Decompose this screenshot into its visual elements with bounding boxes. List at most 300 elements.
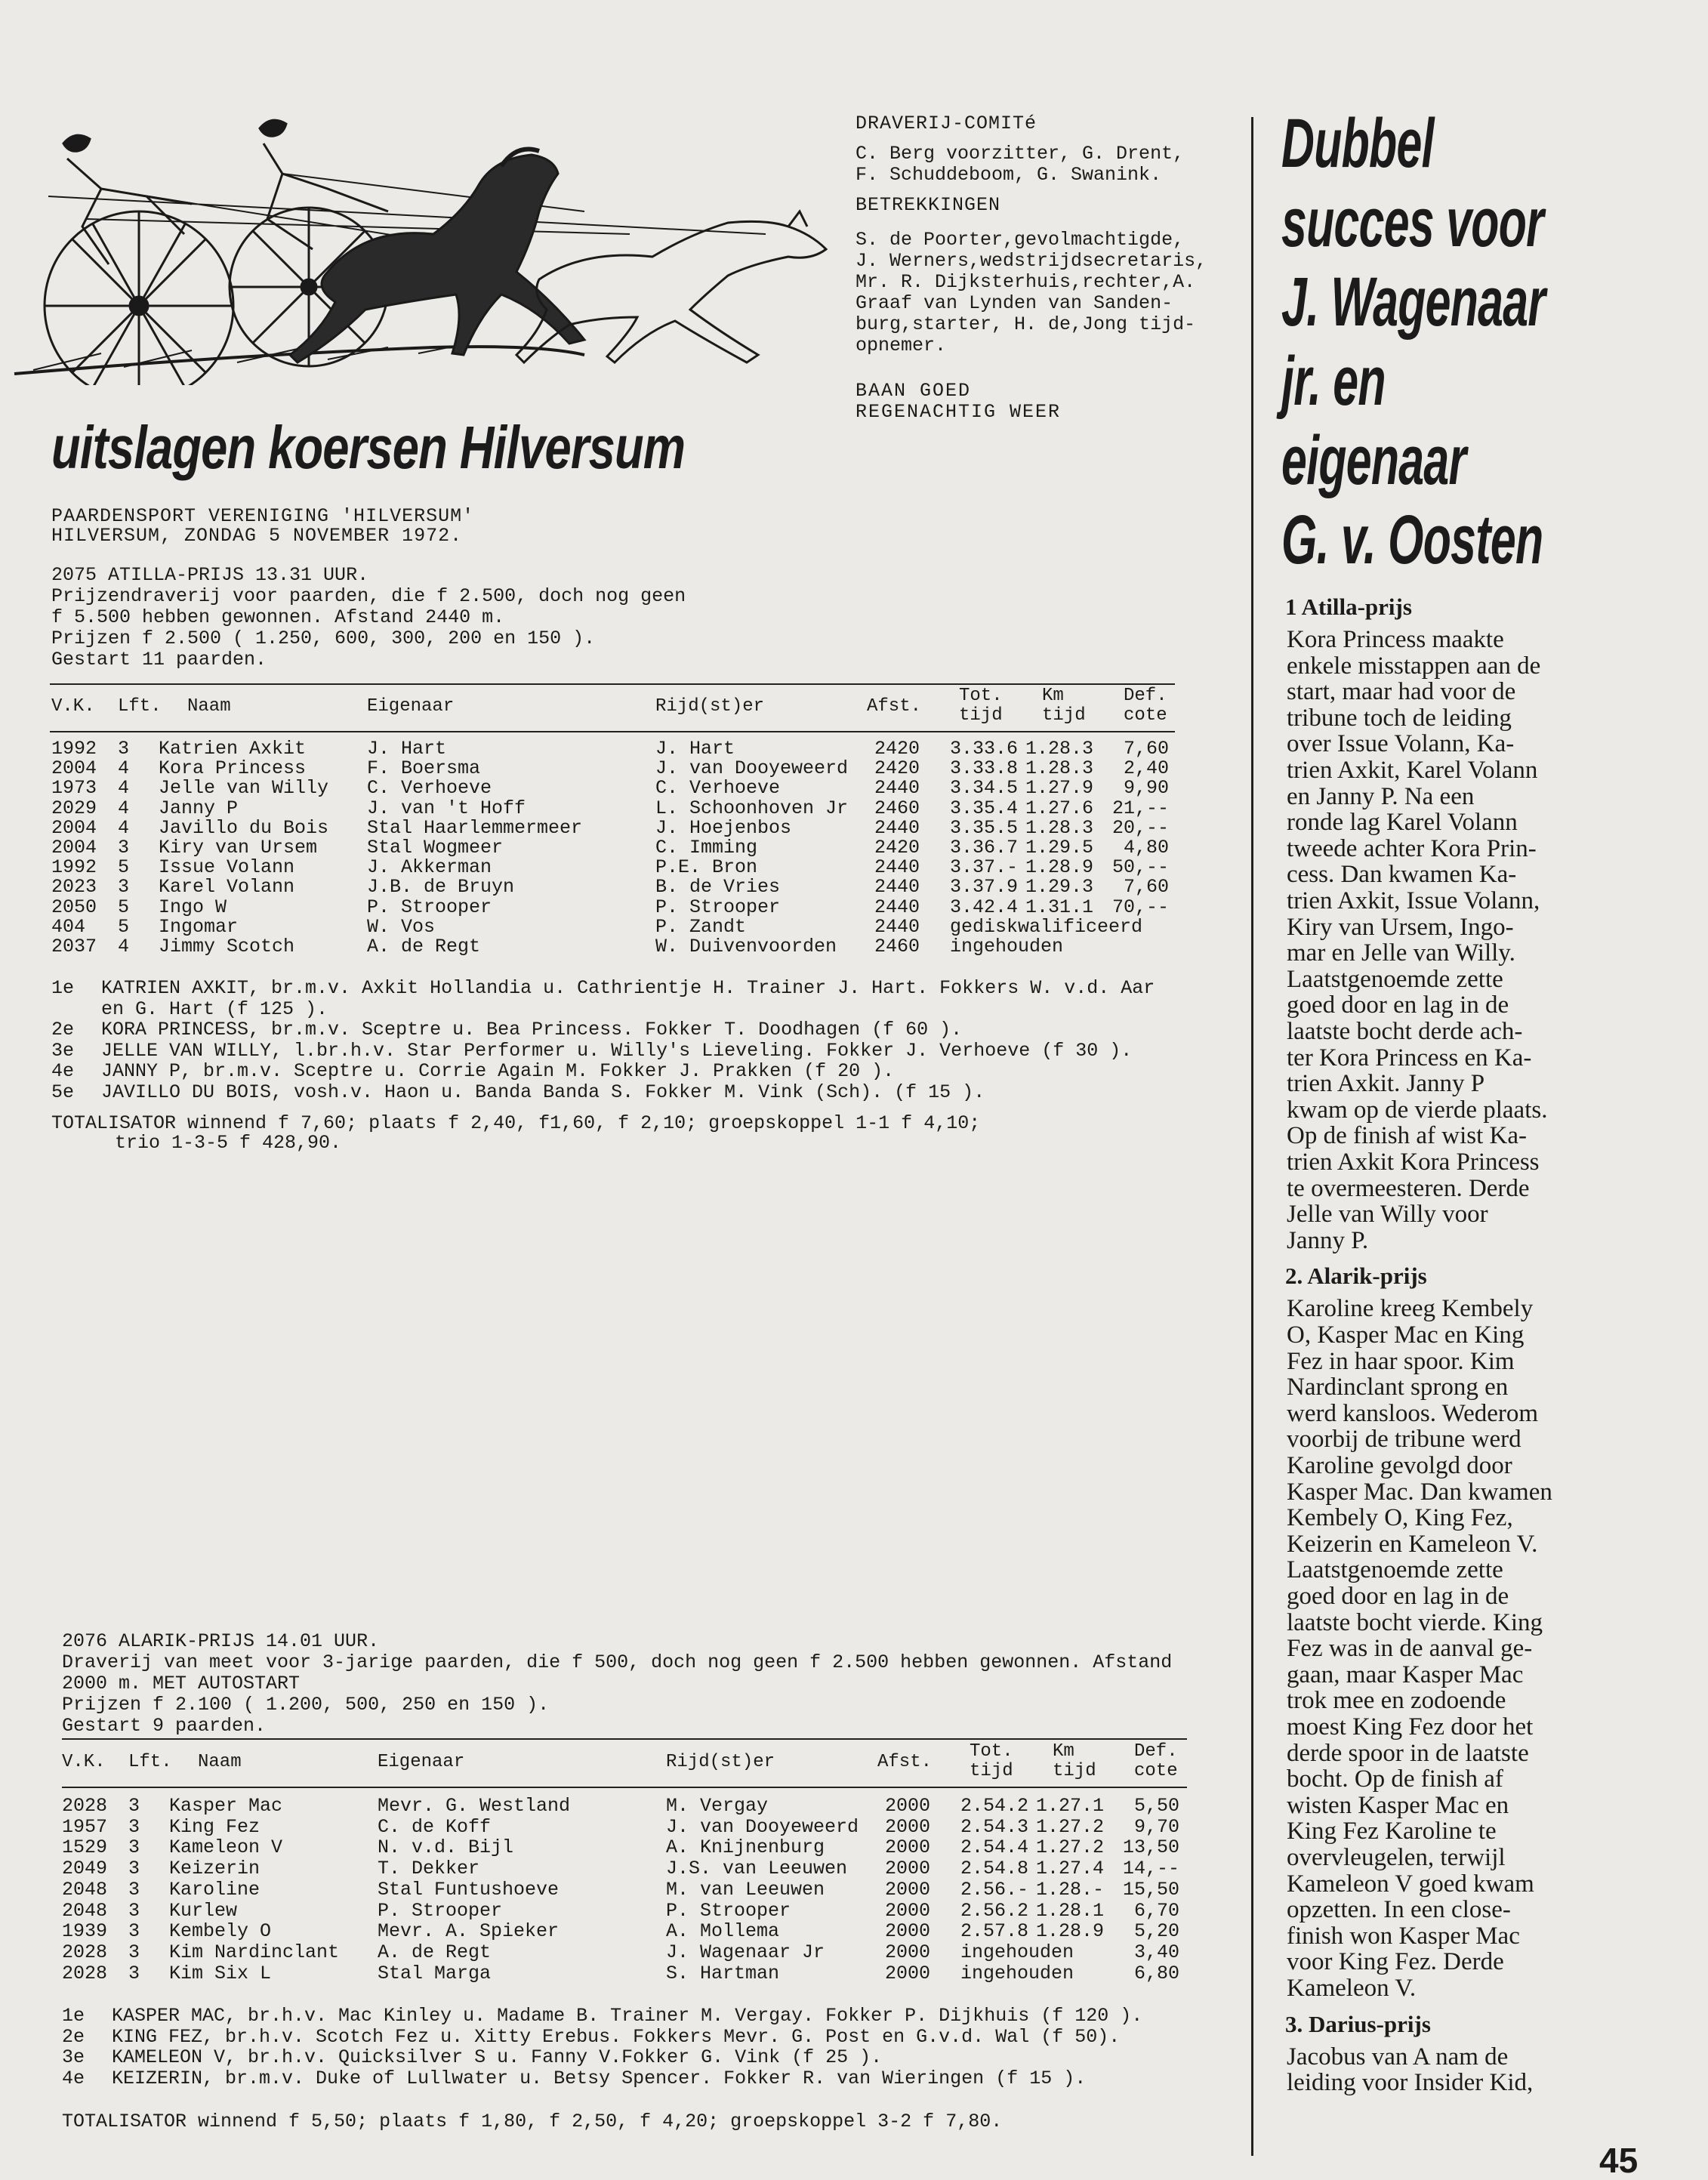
article-line: Karoline gevolgd door [1287, 1452, 1512, 1479]
cell-eigenaar: J.B. de Bruyn [367, 876, 515, 899]
race-header-line: Prijzendraverij voor paarden, die f 2.500, doch nog geen [51, 585, 686, 607]
cell-afst: 2000 [885, 1858, 931, 1880]
placing-pos: 1e [51, 977, 75, 999]
cell-rijder: P. Strooper [655, 896, 781, 918]
cell-eigenaar: Stal Wogmeer [367, 837, 504, 859]
cell-rijder: J. van Dooyeweerd [666, 1815, 859, 1838]
article-line: gaan, maar Kasper Mac [1287, 1660, 1524, 1688]
cell-eigenaar: Mevr. A. Spieker [378, 1920, 560, 1943]
cell-lft: 3 [128, 1962, 140, 1984]
article-line: Nardinclant sprong en [1287, 1374, 1509, 1401]
cell-afst: 2420 [874, 738, 920, 760]
cell-naam: Kim Six L [169, 1962, 272, 1984]
headline-line: J. Wagenaar [1281, 264, 1546, 341]
placing-pos: 2e [62, 2025, 85, 2048]
cell-afst: 2440 [874, 915, 920, 938]
cell-tot: 3.37.- [950, 856, 1019, 879]
col-eigenaar: Eigenaar [367, 696, 455, 717]
section-heading: 2. Alarik-prijs [1285, 1263, 1427, 1290]
cell-tot: 3.36.7 [950, 837, 1019, 859]
cell-naam: Katrien Axkit [159, 738, 307, 760]
cell-km: 1.29.3 [1025, 876, 1094, 899]
cell-eigenaar: J. van 't Hoff [367, 797, 526, 819]
placing-text: KAMELEON V, br.h.v. Quicksilver S u. Fanny V.Fokker G. Vink (f 25 ). [112, 2046, 883, 2068]
cell-eigenaar: T. Dekker [378, 1858, 480, 1880]
cell-vk: 2048 [62, 1899, 108, 1922]
cell-def: 70,-- [1111, 896, 1169, 918]
cell-eigenaar: P. Strooper [378, 1899, 503, 1922]
table-row [62, 1837, 1195, 1858]
placing-pos: 1e [62, 2005, 85, 2027]
article-line: Jacobus van A nam de [1287, 2043, 1509, 2071]
article-line: Kameleon V goed kwam [1287, 1870, 1534, 1898]
cell-def: 15,50 [1122, 1878, 1179, 1901]
cell-lft: 3 [128, 1899, 140, 1922]
article-line: start, maar had voor de [1287, 678, 1516, 706]
cell-tot: 2.54.3 [960, 1815, 1029, 1838]
article-line: ronde lag Karel Volann [1287, 809, 1518, 837]
cell-vk: 2049 [62, 1858, 108, 1880]
meeting-line: HILVERSUM, ZONDAG 5 NOVEMBER 1972. [51, 525, 463, 547]
cell-tot: 3.37.9 [950, 876, 1019, 899]
cell-km: 1.31.1 [1025, 896, 1094, 918]
placing-text: KORA PRINCESS, br.m.v. Sceptre u. Bea Princess. Fokker T. Doodhagen (f 60 ). [101, 1019, 963, 1041]
table-row [51, 857, 1184, 878]
race-header-line: 2000 m. MET AUTOSTART [62, 1673, 301, 1694]
col-km: Km [1042, 686, 1064, 706]
cell-afst: 2000 [885, 1941, 931, 1963]
article-line: O, Kasper Mac en King [1287, 1321, 1525, 1349]
cell-vk: 1957 [62, 1815, 108, 1838]
placing-text: JAVILLO DU BOIS, vosh.v. Haon u. Banda Banda S. Fokker M. Vink (Sch). (f 15 ). [101, 1081, 985, 1103]
article-line: Jelle van Willy voor [1287, 1201, 1488, 1229]
betrekkingen-line: opnemer. [856, 335, 947, 356]
col-naam: Naam [187, 696, 231, 717]
cell-rijder: J. Hoejenbos [655, 816, 792, 839]
cell-tot: 2.54.8 [960, 1858, 1029, 1880]
cell-rijder: A. Knijnenburg [666, 1836, 825, 1859]
cell-km: 1.28.3 [1025, 816, 1094, 839]
table-rule [62, 1787, 1187, 1788]
betrekkingen-line: Mr. R. Dijksterhuis,rechter,A. [856, 271, 1196, 293]
article-line: overvleugelen, terwijl [1287, 1844, 1506, 1871]
cell-naam: Kiry van Ursem [159, 837, 318, 859]
cell-lft: 4 [118, 936, 130, 957]
article-line: Kora Princess maakte [1287, 626, 1504, 653]
article-line: Keizerin en Kameleon V. [1287, 1530, 1538, 1558]
cell-rijder: A. Mollema [666, 1920, 780, 1943]
cell-def: 7,60 [1123, 876, 1169, 899]
cell-afst: 2000 [885, 1836, 931, 1859]
cell-tot: 3.35.5 [950, 816, 1019, 839]
cell-km: 1.28.9 [1025, 856, 1094, 879]
cell-def: 20,-- [1111, 816, 1169, 839]
cell-tot: ingehouden [960, 1962, 1074, 1984]
cell-lft: 3 [118, 837, 130, 859]
table-rule [62, 1738, 1187, 1740]
cell-tot: ingehouden [950, 936, 1064, 957]
cell-vk: 2004 [51, 837, 97, 859]
cell-lft: 3 [128, 1795, 140, 1817]
cell-afst: 2460 [874, 797, 920, 819]
cell-def: 21,-- [1111, 797, 1169, 819]
cell-lft: 4 [118, 797, 130, 819]
col-rijder: Rijd(st)er [655, 696, 765, 717]
cell-eigenaar: J. Hart [367, 738, 447, 760]
article-line: kwam op de vierde plaats. [1287, 1096, 1548, 1124]
cell-lft: 3 [118, 876, 130, 899]
headline-line: succes voor [1281, 184, 1544, 261]
article-line: Janny P. [1287, 1226, 1369, 1254]
cell-def: 6,80 [1133, 1962, 1179, 1984]
article-line: trien Axkit, Issue Volann, [1287, 887, 1540, 914]
table-rule [50, 731, 1175, 732]
race-header-line: Prijzen f 2.100 ( 1.200, 500, 250 en 150 ). [62, 1694, 550, 1716]
cell-tot: gediskwalificeerd [950, 915, 1143, 938]
placing-pos: 3e [51, 1039, 75, 1062]
col-eigenaar: Eigenaar [378, 1752, 465, 1772]
table-row [51, 837, 1184, 859]
col-naam: Naam [198, 1752, 242, 1772]
cell-afst: 2000 [885, 1899, 931, 1922]
article-line: King Fez Karoline te [1287, 1818, 1497, 1845]
cell-km: 1.28.1 [1036, 1899, 1105, 1922]
article-line: enkele misstappen aan de [1287, 652, 1541, 680]
cell-rijder: C. Imming [655, 837, 758, 859]
cell-lft: 5 [118, 856, 130, 879]
section-heading: 3. Darius-prijs [1285, 2010, 1431, 2037]
col-rijder: Rijd(st)er [666, 1752, 775, 1772]
cell-km: 1.28.3 [1025, 757, 1094, 780]
race-header-line: Gestart 11 paarden. [51, 649, 267, 671]
col-lft: Lft. [118, 696, 162, 717]
cell-km: 1.28.3 [1025, 738, 1094, 760]
table-row [51, 758, 1184, 779]
col-km: tijd [1053, 1761, 1096, 1781]
cell-rijder: W. Duivenvoorden [655, 936, 837, 957]
race-header-line: Gestart 9 paarden. [62, 1715, 267, 1737]
cell-rijder: P. Strooper [666, 1899, 791, 1922]
article-line: Kembely O, King Fez, [1287, 1504, 1513, 1532]
track-condition: BAAN GOED [856, 380, 972, 402]
col-km: Km [1053, 1741, 1074, 1762]
cell-rijder: C. Verhoeve [655, 777, 781, 800]
cell-vk: 2037 [51, 936, 97, 957]
cell-vk: 2004 [51, 757, 97, 780]
cell-km: 1.28.- [1036, 1878, 1105, 1901]
table-row [62, 1879, 1195, 1901]
placing-text: JANNY P, br.m.v. Sceptre u. Corrie Again M. Fokker J. Prakken (f 20 ). [101, 1060, 895, 1082]
article-line: laatste bocht vierde. King [1287, 1608, 1543, 1636]
cell-eigenaar: Stal Marga [378, 1962, 492, 1984]
table-row [62, 1921, 1195, 1942]
article-line: moest King Fez door het [1287, 1713, 1534, 1741]
cell-eigenaar: F. Boersma [367, 757, 481, 780]
cell-vk: 2029 [51, 797, 97, 819]
cell-vk: 1973 [51, 777, 97, 800]
table-row [62, 1817, 1195, 1838]
cell-lft: 4 [118, 816, 130, 839]
cell-rijder: P. Zandt [655, 915, 747, 938]
cell-naam: Karel Volann [159, 876, 295, 899]
cell-vk: 2028 [62, 1795, 108, 1817]
cell-def: 9,90 [1123, 777, 1169, 800]
betrekkingen-line: J. Werners,wedstrijdsecretaris, [856, 250, 1207, 272]
trotting-illustration [11, 113, 849, 385]
cell-naam: Janny P [159, 797, 239, 819]
cell-eigenaar: Stal Funtushoeve [378, 1878, 560, 1901]
headline-line: eigenaar [1281, 422, 1466, 499]
cell-eigenaar: C. Verhoeve [367, 777, 492, 800]
col-def: Def. [1134, 1741, 1178, 1762]
meeting-line: PAARDENSPORT VERENIGING 'HILVERSUM' [51, 505, 475, 527]
race-header-line: Draverij van meet voor 3-jarige paarden, die f 500, doch nog geen f 2.500 hebben gewonnen. Afstand [62, 1651, 1173, 1673]
cell-tot: 3.35.4 [950, 797, 1019, 819]
betrekkingen-line: burg,starter, H. de,Jong tijd- [856, 313, 1196, 335]
race-header-line: Prijzen f 2.500 ( 1.250, 600, 300, 200 en 150 ). [51, 627, 596, 649]
headline-line: Dubbel [1281, 105, 1434, 182]
placing-text: KATRIEN AXKIT, br.m.v. Axkit Hollandia u. Cathrientje H. Trainer J. Hart. Fokkers W. v.d. Aar [101, 977, 1155, 999]
cell-vk: 2048 [62, 1878, 108, 1901]
cell-vk: 2050 [51, 896, 97, 918]
article-line: trien Axkit. Janny P [1287, 1070, 1485, 1098]
cell-naam: Jimmy Scotch [159, 936, 295, 957]
cell-naam: Keizerin [169, 1858, 261, 1880]
cell-naam: Kasper Mac [169, 1795, 283, 1817]
cell-def: 13,50 [1122, 1836, 1179, 1859]
cell-vk: 1529 [62, 1836, 108, 1859]
betrekkingen-title: BETREKKINGEN [856, 194, 1001, 216]
article-line: laatste bocht derde ach- [1287, 1018, 1523, 1045]
col-vk: V.K. [51, 696, 95, 717]
table-row [51, 818, 1184, 839]
cell-def: 14,-- [1122, 1858, 1179, 1880]
article-line: Kiry van Ursem, Ingo- [1287, 913, 1514, 941]
article-line: te overmeesteren. Derde [1287, 1174, 1530, 1202]
page-title: uitslagen koersen Hilversum [51, 414, 686, 481]
cell-naam: Ingomar [159, 915, 239, 938]
committee-title: DRAVERIJ-COMITé [856, 113, 1037, 134]
table-row [51, 877, 1184, 898]
cell-vk: 404 [51, 915, 86, 938]
race-header-line: f 5.500 hebben gewonnen. Afstand 2440 m. [51, 606, 505, 628]
cell-tot: 3.34.5 [950, 777, 1019, 800]
article-line: bocht. Op de finish af [1287, 1765, 1503, 1793]
article-line: Op de finish af wist Ka- [1287, 1122, 1528, 1150]
col-afst: Afst. [877, 1752, 933, 1772]
placing-pos: 5e [51, 1081, 75, 1103]
cell-naam: Kim Nardinclant [169, 1941, 340, 1963]
article-line: over Issue Volann, Ka- [1287, 730, 1515, 758]
col-tot: tijd [959, 705, 1003, 726]
col-lft: Lft. [128, 1752, 172, 1772]
col-tot: Tot. [970, 1741, 1013, 1762]
cell-naam: King Fez [169, 1815, 261, 1838]
article-line: goed door en lag in de [1287, 991, 1509, 1019]
cell-rijder: L. Schoonhoven Jr [655, 797, 849, 819]
cell-lft: 5 [118, 915, 130, 938]
table-row [51, 738, 1184, 760]
cell-tot: 2.54.4 [960, 1836, 1029, 1859]
col-tot: tijd [970, 1761, 1013, 1781]
cell-afst: 2440 [874, 816, 920, 839]
cell-tot: 2.54.2 [960, 1795, 1029, 1817]
cell-naam: Karoline [169, 1878, 261, 1901]
headline-line: G. v. Oosten [1281, 501, 1543, 578]
cell-afst: 2000 [885, 1878, 931, 1901]
placing-text: JELLE VAN WILLY, l.br.h.v. Star Performer u. Willy's Lieveling. Fokker J. Verhoeve (f 30 ). [101, 1039, 1133, 1062]
placing-text: en G. Hart (f 125 ). [101, 997, 328, 1020]
article-line: cess. Dan kwamen Ka- [1287, 861, 1517, 889]
cell-rijder: M. Vergay [666, 1795, 769, 1817]
totalisator-line: TOTALISATOR winnend f 5,50; plaats f 1,80, f 2,50, f 4,20; groepskoppel 3-2 f 7,80. [62, 2111, 1003, 2132]
cell-def: 5,50 [1133, 1795, 1179, 1817]
cell-rijder: P.E. Bron [655, 856, 758, 879]
cell-afst: 2000 [885, 1962, 931, 1984]
page-number: 45 [1599, 2141, 1639, 2180]
cell-naam: Ingo W [159, 896, 227, 918]
placing-pos: 4e [62, 2067, 85, 2089]
totalisator-line: trio 1-3-5 f 428,90. [115, 1132, 342, 1154]
cell-naam: Kembely O [169, 1920, 272, 1943]
table-row [62, 1858, 1195, 1879]
cell-def: 9,70 [1133, 1815, 1179, 1838]
cell-lft: 3 [128, 1920, 140, 1943]
table-row [51, 917, 1184, 938]
cell-eigenaar: A. de Regt [367, 936, 481, 957]
article-line: derde spoor in de laatste [1287, 1739, 1529, 1767]
cell-rijder: J. Hart [655, 738, 735, 760]
cell-def: 7,60 [1123, 738, 1169, 760]
article-line: wisten Kasper Mac en [1287, 1791, 1509, 1819]
placing-pos: 2e [51, 1019, 75, 1041]
cell-km: 1.27.1 [1036, 1795, 1105, 1817]
cell-vk: 2023 [51, 876, 97, 899]
cell-lft: 3 [118, 738, 130, 760]
cell-rijder: M. van Leeuwen [666, 1878, 825, 1901]
cell-rijder: J.S. van Leeuwen [666, 1858, 848, 1880]
table-row [62, 1942, 1195, 1963]
col-afst: Afst. [867, 696, 922, 717]
cell-afst: 2440 [874, 777, 920, 800]
cell-rijder: J. van Dooyeweerd [655, 757, 849, 780]
cell-naam: Kameleon V [169, 1836, 283, 1859]
article-line: Fez in haar spoor. Kim [1287, 1347, 1515, 1375]
table-row [62, 1963, 1195, 1984]
cell-tot: 2.57.8 [960, 1920, 1029, 1943]
article-line: goed door en lag in de [1287, 1583, 1509, 1610]
cell-lft: 4 [118, 777, 130, 800]
cell-afst: 2440 [874, 876, 920, 899]
cell-afst: 2420 [874, 757, 920, 780]
article-line: ter Kora Princess en Ka- [1287, 1044, 1532, 1071]
cell-vk: 1939 [62, 1920, 108, 1943]
cell-afst: 2460 [874, 936, 920, 957]
col-def: cote [1134, 1761, 1178, 1781]
col-vk: V.K. [62, 1752, 106, 1772]
committee-line: C. Berg voorzitter, G. Drent, [856, 143, 1185, 165]
col-km: tijd [1042, 705, 1086, 726]
cell-def: 5,20 [1133, 1920, 1179, 1943]
article-line: werd kansloos. Wederom [1287, 1399, 1539, 1427]
col-def: Def. [1124, 686, 1167, 706]
table-row [62, 1901, 1195, 1922]
cell-naam: Javillo du Bois [159, 816, 329, 839]
cell-naam: Kora Princess [159, 757, 307, 780]
weather-condition: REGENACHTIG WEER [856, 401, 1062, 423]
cell-naam: Jelle van Willy [159, 777, 329, 800]
cell-km: 1.27.6 [1025, 797, 1094, 819]
article-line: Laatstgenoemde zette [1287, 965, 1503, 993]
cell-vk: 1992 [51, 738, 97, 760]
cell-eigenaar: P. Strooper [367, 896, 492, 918]
table-row [51, 798, 1184, 819]
article-line: trien Axkit, Karel Volann [1287, 757, 1538, 784]
placing-text: KING FEZ, br.h.v. Scotch Fez u. Xitty Erebus. Fokkers Mevr. G. Post en G.v.d. Wal (f 50). [112, 2025, 1121, 2048]
article-line: Fez was in de aanval ge- [1287, 1635, 1533, 1663]
table-row [51, 936, 1184, 957]
cell-km: 1.27.4 [1036, 1858, 1105, 1880]
cell-vk: 2004 [51, 816, 97, 839]
cell-afst: 2420 [874, 837, 920, 859]
cell-eigenaar: N. v.d. Bijl [378, 1836, 514, 1859]
article-line: Karoline kreeg Kembely [1287, 1295, 1534, 1323]
cell-km: 1.27.9 [1025, 777, 1094, 800]
placing-text: KEIZERIN, br.m.v. Duke of Lullwater u. Betsy Spencer. Fokker R. van Wieringen (f 15 ). [112, 2067, 1087, 2089]
cell-naam: Issue Volann [159, 856, 295, 879]
cell-def: 3,40 [1133, 1941, 1179, 1963]
cell-def: 6,70 [1133, 1899, 1179, 1922]
betrekkingen-line: Graaf van Lynden van Sanden- [856, 292, 1173, 314]
article-line: en Janny P. Na een [1287, 782, 1475, 810]
race-header-line: 2075 ATILLA-PRIJS 13.31 UUR. [51, 564, 369, 586]
placing-pos: 3e [62, 2046, 85, 2068]
cell-def: 2,40 [1123, 757, 1169, 780]
race-header-line: 2076 ALARIK-PRIJS 14.01 UUR. [62, 1630, 380, 1652]
cell-afst: 2000 [885, 1815, 931, 1838]
article-line: trien Axkit Kora Princess [1287, 1149, 1540, 1176]
cell-tot: 3.33.8 [950, 757, 1019, 780]
placing-text: KASPER MAC, br.h.v. Mac Kinley u. Madame B. Trainer M. Vergay. Fokker P. Dijkhuis (f 120 ). [112, 2005, 1143, 2027]
cell-lft: 3 [128, 1815, 140, 1838]
col-tot: Tot. [959, 686, 1003, 706]
cell-naam: Kurlew [169, 1899, 238, 1922]
cell-vk: 2028 [62, 1962, 108, 1984]
cell-rijder: J. Wagenaar Jr [666, 1941, 825, 1963]
cell-afst: 2440 [874, 856, 920, 879]
cell-lft: 5 [118, 896, 130, 918]
article-line: tribune toch de leiding [1287, 704, 1512, 732]
cell-vk: 2028 [62, 1941, 108, 1963]
cell-tot: 2.56.- [960, 1878, 1029, 1901]
cell-eigenaar: C. de Koff [378, 1815, 492, 1838]
article-line: voor King Fez. Derde [1287, 1948, 1504, 1976]
column-divider [1251, 117, 1253, 2156]
cell-lft: 3 [128, 1941, 140, 1963]
cell-km: 1.29.5 [1025, 837, 1094, 859]
cell-rijder: S. Hartman [666, 1962, 780, 1984]
totalisator-line: TOTALISATOR winnend f 7,60; plaats f 2,40, f1,60, f 2,10; groepskoppel 1-1 f 4,10; [51, 1112, 981, 1134]
cell-def: 50,-- [1111, 856, 1169, 879]
cell-km: 1.27.2 [1036, 1815, 1105, 1838]
cell-tot: 3.42.4 [950, 896, 1019, 918]
article-line: trok mee en zodoende [1287, 1687, 1506, 1715]
article-line: opzetten. In een close- [1287, 1896, 1511, 1924]
article-line: voorbij de tribune werd [1287, 1426, 1521, 1454]
article-line: mar en Jelle van Willy. [1287, 939, 1515, 967]
cell-lft: 4 [118, 757, 130, 780]
article-line: leiding voor Insider Kid, [1287, 2069, 1534, 2097]
